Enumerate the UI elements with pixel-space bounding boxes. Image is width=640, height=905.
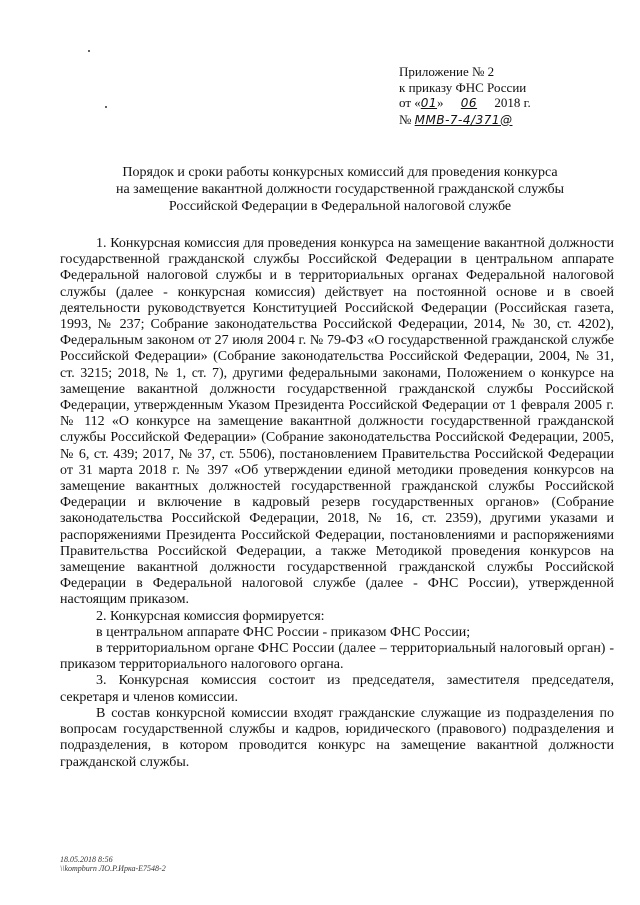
footer-path: \\kompburn ЛО.Р.Ирка-Е7548-2 [60, 864, 166, 873]
document-title [80, 164, 600, 215]
paragraph-3a: В состав конкурсной комиссии входят гражданские служащие из подразделения по вопросам государственной службы и кадров, юридического (правового) подразделения и подразделения, в котором проводится конкурс на замещение вакантной должности гражданской службы. [60, 705, 614, 770]
number-prefix: № [399, 111, 415, 127]
scan-speck [105, 106, 107, 108]
annex-number [399, 112, 531, 129]
file-footer [60, 855, 166, 873]
annex-header [399, 64, 531, 128]
scan-speck [88, 50, 90, 52]
footer-timestamp: 18.05.2018 8:56 [60, 855, 113, 864]
handwritten-order-number: ММВ-7-4/371@ [414, 112, 513, 127]
title-line-3: Российской Федерации в Федеральной налоговой службе [168, 199, 512, 214]
paragraph-2: 2. Конкурсная комиссия формируется: [96, 608, 325, 624]
title-line-1: Порядок и сроки работы конкурсных комиссий для проведения конкурса [122, 165, 558, 180]
date-prefix: от « [399, 95, 421, 110]
handwritten-month: 06 [460, 96, 478, 110]
paragraph-1: 1. Конкурсная комиссия для проведения конкурса на замещение вакантной должности государственной гражданской службы Российской Федерации в центральном аппарате Федеральной налоговой службы и в территориальных органах Федеральной налоговой службы (далее - конкурсная комиссия) действует на постоянной основе и в своей деятельности руководствуется Конституцией Российской Федерации (Российская газета, 1993, № 237; Собрание законодательства Российской Федерации, 2014, № 30, ст. 4202), Федеральным законом от 27 июля 2004 г. № 79-ФЗ «О государственной гражданской службе Российской Федерации» (Собрание законодательства Российской Федерации, 2004, № 31, ст. 3215; 2018, № 1, ст. 7), другими федеральными законами, Положением о конкурсе на замещение вакантной должности государственной гражданской службы Российской Федерации, утвержденным Указом Президента Российской Федерации от 1 февраля 2005 г. № 112 «О конкурсе на замещение вакантной должности государственной гражданской службы Российской Федерации» (Собрание законодательства Российской Федерации, 2005, № 6, ст. 439; 2017, № 37, ст. 5506), постановлением Правительства Российской Федерации от 31 марта 2018 г. № 397 «Об утверждении единой методики проведения конкурсов на замещение вакантных должностей государственной гражданской службы Российской Федерации и включение в кадровый резерв государственных органов» (Собрание законодательства Российской Федерации, 2018, № 16, ст. 2359), другими указами и распоряжениями Президента Российской Федерации, постановлениями и распоряжениями Правительства Российской Федерации, а также Методикой проведения конкурсов на замещение вакантной должности государственной гражданской службы Российской Федерации в Федеральной налоговой службе (далее - ФНС России), утвержденной настоящим приказом. [60, 236, 614, 608]
date-year: 2018 г. [491, 95, 531, 110]
document-body [60, 236, 614, 771]
handwritten-day: 01 [420, 96, 438, 110]
annex-line-1: Приложение № 2 [399, 64, 495, 79]
title-line-2: на замещение вакантной должности государственной гражданской службы [115, 182, 565, 197]
paragraph-2b: в территориальном органе ФНС России (далее – территориальный налоговый орган) - приказом территориального налогового органа. [60, 641, 614, 673]
annex-line-2: к приказу ФНС России [399, 79, 527, 95]
date-mid: » [437, 95, 447, 110]
paragraph-2a: в центральном аппарате ФНС России - приказом ФНС России; [96, 624, 471, 640]
paragraph-3: 3. Конкурсная комиссия состоит из председателя, заместителя председателя, секретаря и членов комиссии. [60, 673, 614, 705]
annex-date [399, 95, 531, 112]
